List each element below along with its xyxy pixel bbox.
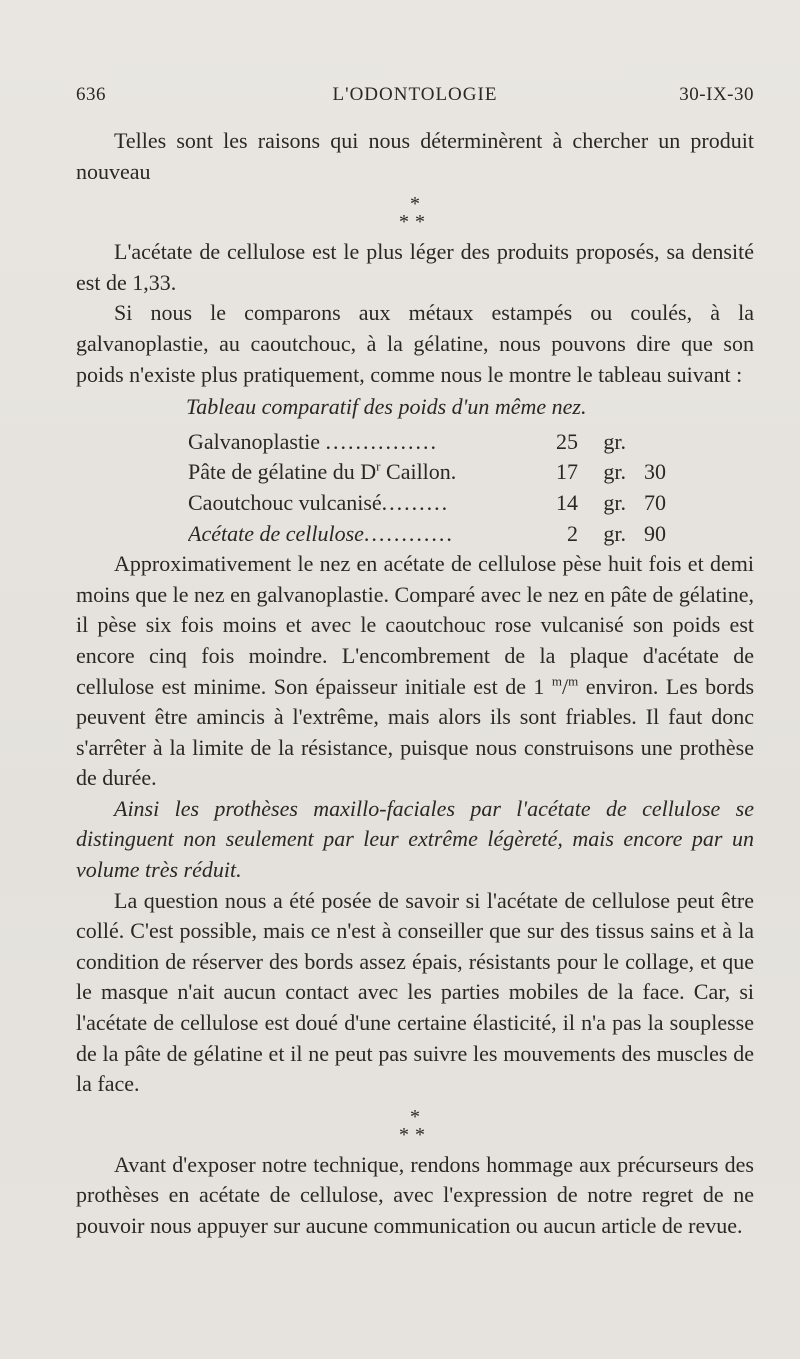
row-unit: gr. <box>603 428 626 454</box>
table-row <box>188 519 754 550</box>
row-unit: gr. <box>603 489 626 515</box>
table-row <box>188 427 754 458</box>
page-number: 636 <box>76 84 106 105</box>
row-label-superscript: r <box>376 459 381 475</box>
section-separator-1 <box>76 193 754 234</box>
row-label-suffix: Caillon. <box>380 459 457 485</box>
row-unit: gr. <box>603 520 626 546</box>
paragraph-3: Si nous le comparons aux métaux estampés ou coulés, à la galvanoplastie, au caoutchouc, à la gélatine, nous pouvons dire que son poids n'existe plus pratiquement, comme nous le montre le tableau suivant : <box>76 300 754 387</box>
journal-title: L'ODONTOLOGIE <box>332 84 498 105</box>
paragraph-4-part-b: environ. Les bords peuvent être amincis à l'extrême, mais alors ils sont friables. Il faut donc s'arrêter à la limite de la résistance, puisque nous construisons une prothèse de durée. <box>76 673 755 791</box>
paragraph-6: La question nous a été posée de savoir si l'acétate de cellulose peut être collé. C'est possible, mais ce n'est à conseiller que sur des tissus sains et à la condition de réserver des bords assez épais, résistants pour le collage, et que le masque n'ait aucun contact avec les parties mobiles de la face. Car, si l'acétate de cellulose est doué d'une certaine élasticité, il n'a pas la souplesse de la pâte de gélatine et il ne peut pas suivre les mouvements des muscles de la face. <box>76 887 754 1097</box>
row-extra: 70 <box>644 489 666 515</box>
row-value: 2 <box>567 520 578 546</box>
asterism-bottom: ** <box>399 1123 431 1146</box>
paragraph-2: L'acétate de cellulose est le plus léger des produits proposés, sa densité est de 1,33. <box>76 239 754 295</box>
row-label: Galvanoplastie <box>188 428 320 454</box>
row-value: 17 <box>556 459 578 485</box>
paragraph-4-part-a: Approximativement le nez en acétate de cellulose pèse huit fois et demi moins que le nez en galvanoplastie. Comparé avec le nez en pâte de gélatine, il pèse six fois moins et avec le caoutchouc rose vulcanisé son poids est encore cinq fois moindre. L'encombrement de la plaque d'acétate de cellulose est minime. Son épaisseur initiale est de 1 <box>76 551 754 699</box>
leader-dots: ............... <box>325 428 438 454</box>
table-row <box>188 488 754 519</box>
paragraph-7: Avant d'exposer notre technique, rendons hommage aux précurseurs des prothèses en acétate de cellulose, avec l'expression de notre regret de ne pouvoir nous appuyer sur aucune communication ou aucun article de revue. <box>76 1151 754 1238</box>
paragraph-5: Ainsi les prothèses maxillo-faciales par l'acétate de cellulose se distinguent non seulement par leur extrême légèreté, mais encore par un volume très réduit. <box>76 795 754 883</box>
row-label: Acétate de cellulose <box>188 520 364 546</box>
table-title: Tableau comparatif des poids d'un même nez. <box>186 394 587 420</box>
asterism-bottom: ** <box>399 211 431 234</box>
asterism-top: * <box>410 1105 420 1128</box>
row-extra: 30 <box>644 459 666 485</box>
row-extra: 90 <box>644 520 666 546</box>
row-unit: gr. <box>603 459 626 485</box>
issue-date: 30-IX-30 <box>679 84 754 105</box>
unit-slash: / <box>562 673 569 699</box>
row-value: 25 <box>556 428 578 454</box>
asterism-top: * <box>410 193 420 216</box>
body-text <box>76 126 754 1242</box>
row-label: Caoutchouc vulcanisé <box>188 489 382 515</box>
weight-comparison-table <box>188 427 754 549</box>
paragraph-4 <box>76 549 754 794</box>
table-row <box>188 457 754 488</box>
section-separator-2 <box>76 1105 754 1146</box>
leader-dots: ............ <box>363 520 454 546</box>
paragraph-1: Telles sont les raisons qui nous déterminèrent à chercher un produit nouveau <box>76 128 754 184</box>
unit-superscript-2: m <box>568 673 579 689</box>
row-value: 14 <box>556 489 578 515</box>
leader-dots: ......... <box>381 489 450 515</box>
unit-superscript-1: m <box>551 673 563 689</box>
row-label: Pâte de gélatine du D <box>188 459 377 485</box>
running-header <box>76 84 754 112</box>
